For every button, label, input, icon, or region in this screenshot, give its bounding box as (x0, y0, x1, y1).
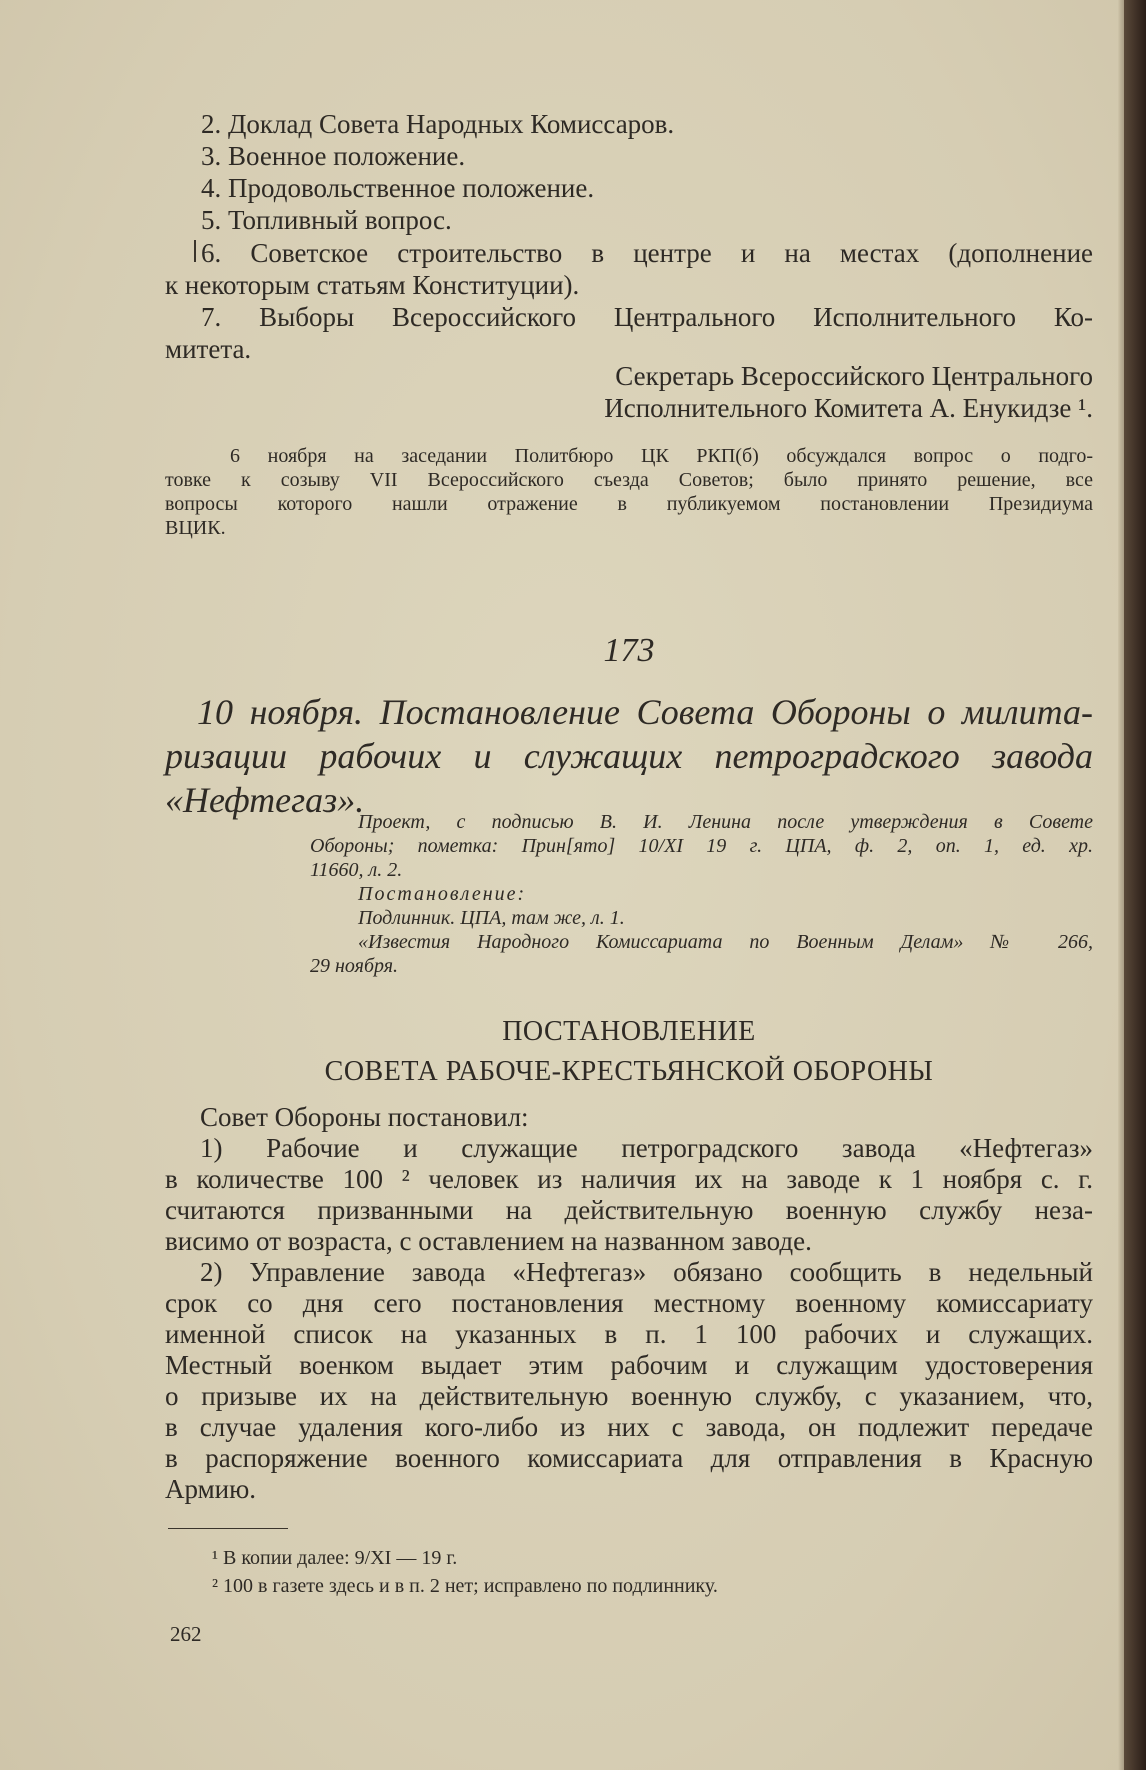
footnote-divider (168, 1528, 288, 1529)
source-line: Подлинник. ЦПА, там же, л. 1. (358, 907, 625, 929)
signature-line: Секретарь Всероссийского Центрального (615, 361, 1093, 391)
title-line: «Нефтегаз». (165, 780, 365, 820)
decree-heading (165, 1012, 1093, 1092)
decree-heading-line: СОВЕТА РАБОЧЕ-КРЕСТЬЯНСКОЙ ОБОРОНЫ (324, 1056, 934, 1087)
body-line: в распоряжение военного комиссариата для отправления в Красную (165, 1443, 1093, 1473)
page-number: 262 (170, 1622, 202, 1646)
footnotes (212, 1544, 1092, 1600)
footnote: ² 100 в газете здесь и в п. 2 нет; исправлено по подлиннику. (212, 1575, 718, 1597)
decree-heading-line: ПОСТАНОВЛЕНИЕ (502, 1016, 756, 1047)
signature-line: Исполнительного Комитета А. Енукидзе ¹. (604, 393, 1093, 423)
title-line: ризации рабочих и служащих петроградского завода (165, 736, 1093, 776)
source-notes (310, 810, 1093, 978)
body-line: 1) Рабочие и служащие петроградского завода «Нефтегаз» (200, 1133, 1093, 1163)
body-line: 2) Управление завода «Нефтегаз» обязано сообщить в недельный (200, 1257, 1093, 1287)
decree-body (165, 1102, 1093, 1505)
agenda-item: 4. Продовольственное положение. (201, 173, 595, 203)
body-line: Местный военком выдает этим рабочим и служащим удостоверения (165, 1350, 1093, 1380)
book-edge (1124, 0, 1146, 1770)
note-line: вопросы которого нашли отражение в публикуемом постановлении Президиума (165, 493, 1093, 515)
body-line: в количестве 100 ² человек из наличия их на заводе к 1 ноября с. г. (165, 1164, 1093, 1194)
editorial-note (165, 444, 1093, 540)
agenda-item: 3. Военное положение. (201, 141, 466, 171)
source-line: Постановление: (358, 883, 527, 905)
note-line: 6 ноября на заседании Политбюро ЦК РКП(б) обсуждался вопрос о подго- (230, 445, 1093, 467)
source-line: Проект, с подписью В. И. Ленина после утверждения в Совете (358, 811, 1093, 833)
agenda-item: 6. Советское строительство в центре и на местах (дополнение (201, 238, 1093, 268)
body-line: висимо от возраста, с оставлением на названном заводе. (165, 1226, 812, 1256)
body-line: Армию. (165, 1474, 257, 1504)
source-line: «Известия Народного Комиссариата по Военным Делам» № 266, (358, 931, 1093, 953)
agenda-item: 7. Выборы Всероссийского Центрального Исполнительного Ко- (201, 302, 1093, 332)
margin-mark (194, 240, 196, 262)
source-line: Обороны; пометка: Прин[ято] 10/XI 19 г. ЦПА, ф. 2, оп. 1, ед. хр. (310, 835, 1093, 857)
body-intro: Совет Обороны постановил: (200, 1102, 529, 1132)
body-line: в случае удаления кого-либо из них с завода, он подлежит передаче (165, 1412, 1093, 1442)
footnote: ¹ В копии далее: 9/XI — 19 г. (212, 1547, 458, 1569)
body-line: срок со дня сего постановления местному военному комиссариату (165, 1288, 1093, 1318)
note-line: ВЦИК. (165, 517, 226, 539)
signature-block (165, 360, 1093, 424)
agenda-item-continuation: митета. (165, 334, 252, 364)
agenda-item: 5. Топливный вопрос. (201, 205, 452, 235)
source-line: 11660, л. 2. (310, 859, 403, 881)
document-number-block (165, 632, 1093, 676)
body-line: о призыве их на действительную военную службу, с указанием, что, (165, 1381, 1093, 1411)
document-title (165, 690, 1093, 822)
note-line: товке к созыву VII Всероссийского съезда Советов; было принято решение, все (165, 469, 1093, 491)
document-number: 173 (603, 632, 655, 669)
agenda-item-continuation: к некоторым статьям Конституции). (165, 270, 580, 300)
title-line: 10 ноября. Постановление Совета Обороны о милита- (197, 692, 1093, 732)
agenda-item: 2. Доклад Совета Народных Комиссаров. (201, 109, 675, 139)
body-line: считаются призванными на действительную военную службу неза- (165, 1195, 1093, 1225)
page-number-block (170, 1622, 250, 1646)
agenda-list (165, 108, 1093, 365)
source-line: 29 ноября. (310, 955, 399, 977)
body-line: именной список на указанных в п. 1 100 рабочих и служащих. (165, 1319, 1093, 1349)
